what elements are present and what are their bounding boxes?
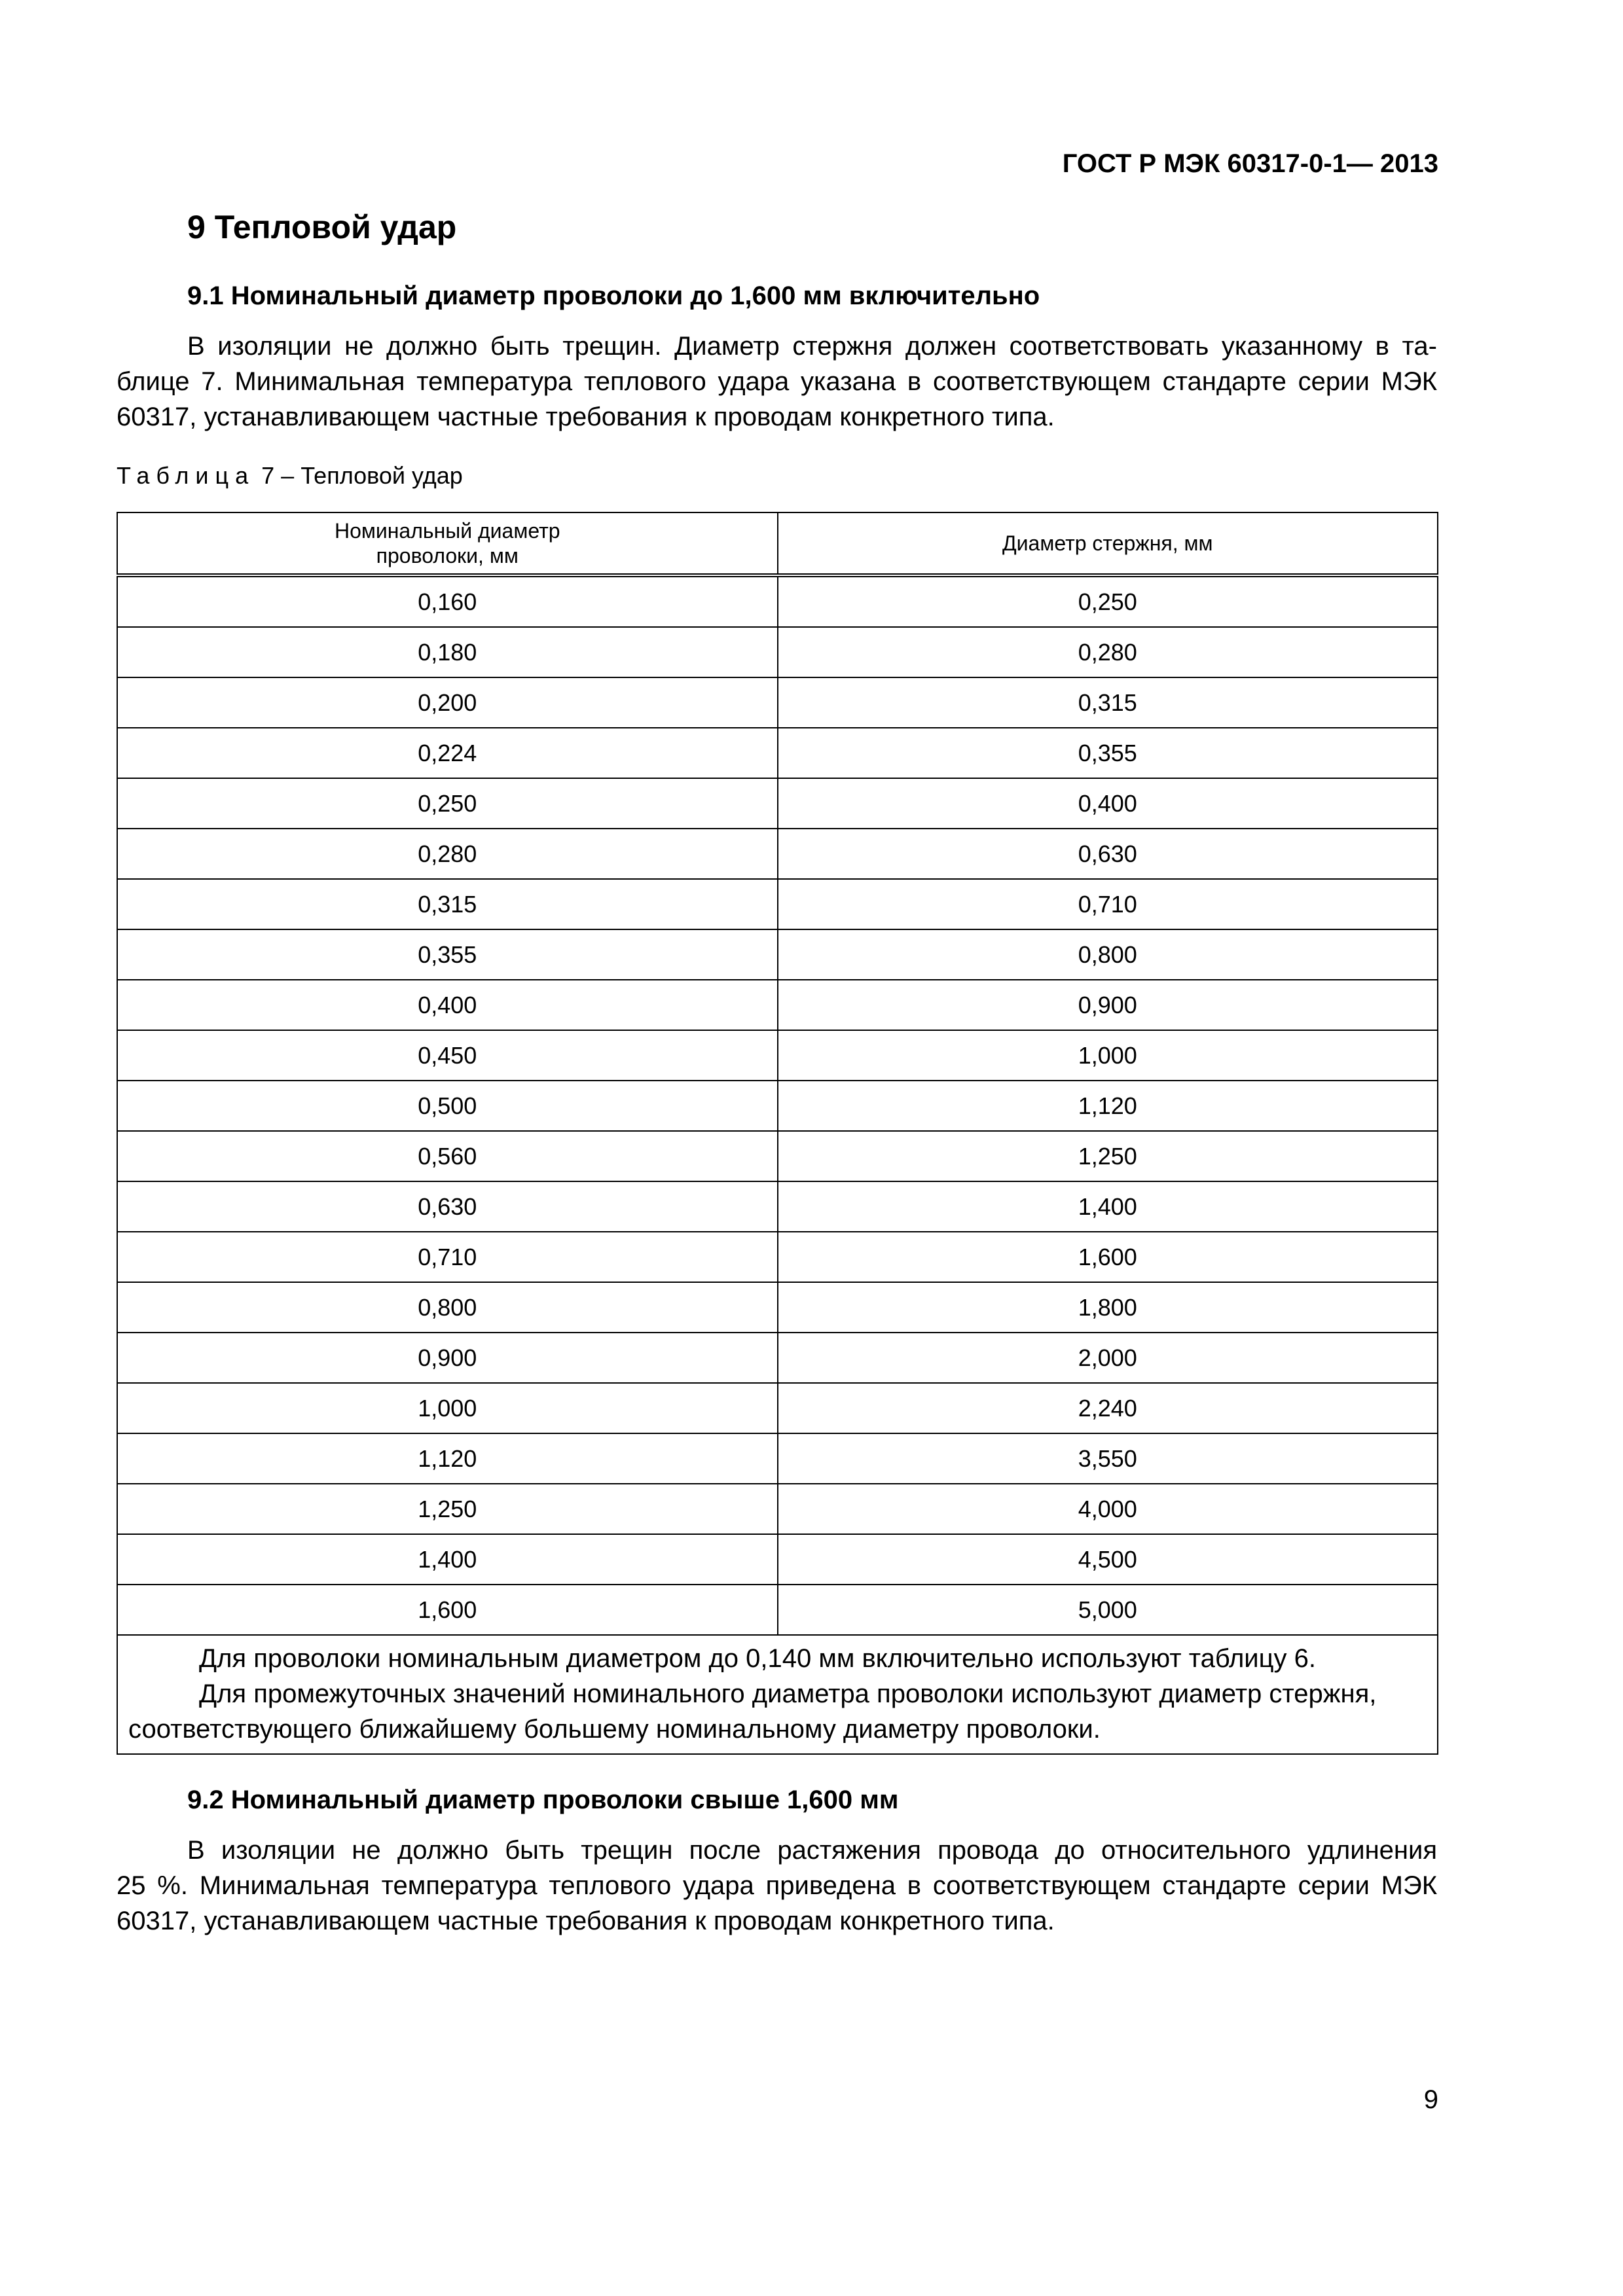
table-row [117, 627, 1438, 677]
table-row [117, 1333, 1438, 1383]
nominal-diameter-cell: 0,900 [117, 1333, 778, 1383]
nominal-diameter-cell: 0,280 [117, 829, 778, 879]
nominal-diameter-cell: 0,180 [117, 627, 778, 677]
header-mandrel-diameter: Диаметр стержня, мм [778, 512, 1438, 575]
table-row [117, 728, 1438, 778]
table-note-line: Для промежуточных значений номинального диаметра проволоки используют диаметр стержня, [199, 1679, 1377, 1708]
mandrel-diameter-cell: 5,000 [778, 1585, 1438, 1635]
table-row [117, 677, 1438, 728]
subsection-9-2-title: 9.2 Номинальный диаметр проволоки свыше 1,600 мм [187, 1785, 899, 1814]
mandrel-diameter-cell: 3,550 [778, 1433, 1438, 1484]
mandrel-diameter-cell: 2,240 [778, 1383, 1438, 1433]
mandrel-diameter-cell: 0,900 [778, 980, 1438, 1030]
header-nominal-diameter-line1: Номинальный диаметр [334, 519, 560, 543]
paragraph-line: блице 7. Минимальная температура теплового удара указана в соответствующем стандарте серии МЭК [117, 367, 1437, 396]
nominal-diameter-cell: 1,120 [117, 1433, 778, 1484]
mandrel-diameter-cell: 0,355 [778, 728, 1438, 778]
table-row [117, 879, 1438, 929]
mandrel-diameter-cell: 0,250 [778, 575, 1438, 627]
nominal-diameter-cell: 0,200 [117, 677, 778, 728]
table-row [117, 1534, 1438, 1585]
document-code: ГОСТ Р МЭК 60317-0-1— 2013 [1062, 149, 1438, 178]
page-number: 9 [1423, 2085, 1438, 2114]
subsection-9-1-text [117, 329, 1437, 435]
nominal-diameter-cell: 0,315 [117, 879, 778, 929]
table-row [117, 929, 1438, 980]
paragraph-line: В изоляции не должно быть трещин. Диаметр стержня должен соответствовать указанному в та- [187, 332, 1437, 361]
table-body [117, 575, 1438, 1635]
nominal-diameter-cell: 0,710 [117, 1232, 778, 1282]
table-row [117, 1433, 1438, 1484]
nominal-diameter-cell: 1,600 [117, 1585, 778, 1635]
table-note-line: соответствующего ближайшему большему номинальному диаметру проволоки. [128, 1715, 1101, 1744]
table-row [117, 1484, 1438, 1534]
section-title: 9 Тепловой удар [187, 209, 457, 245]
table-row [117, 1383, 1438, 1433]
nominal-diameter-cell: 1,400 [117, 1534, 778, 1585]
nominal-diameter-cell: 1,000 [117, 1383, 778, 1433]
mandrel-diameter-cell: 4,000 [778, 1484, 1438, 1534]
mandrel-diameter-cell: 1,120 [778, 1081, 1438, 1131]
paragraph-line: 25 %. Минимальная температура теплового удара приведена в соответствующем стандарте серии МЭК [117, 1871, 1437, 1900]
table-row [117, 1081, 1438, 1131]
subsection-9-1-title: 9.1 Номинальный диаметр проволоки до 1,600 мм включительно [187, 281, 1040, 310]
paragraph-line: 60317, устанавливающем частные требования к проводам конкретного типа. [117, 1907, 1055, 1935]
table-row [117, 778, 1438, 829]
mandrel-diameter-cell: 4,500 [778, 1534, 1438, 1585]
table-caption-title: 7 – Тепловой удар [255, 462, 463, 489]
paragraph-line: В изоляции не должно быть трещин после растяжения провода до относительного удлинения [187, 1836, 1437, 1865]
subsection-9-2-text [117, 1833, 1437, 1939]
table-row [117, 1030, 1438, 1081]
mandrel-diameter-cell: 1,250 [778, 1131, 1438, 1181]
nominal-diameter-cell: 0,450 [117, 1030, 778, 1081]
table-caption [117, 462, 463, 490]
nominal-diameter-cell: 0,560 [117, 1131, 778, 1181]
table-row [117, 1131, 1438, 1181]
table-caption-prefix: Таблица [117, 462, 255, 489]
mandrel-diameter-cell: 1,400 [778, 1181, 1438, 1232]
nominal-diameter-cell: 0,500 [117, 1081, 778, 1131]
nominal-diameter-cell: 0,160 [117, 575, 778, 627]
nominal-diameter-cell: 1,250 [117, 1484, 778, 1534]
table-row [117, 1181, 1438, 1232]
mandrel-diameter-cell: 0,710 [778, 879, 1438, 929]
table-row [117, 829, 1438, 879]
nominal-diameter-cell: 0,400 [117, 980, 778, 1030]
table-row [117, 1232, 1438, 1282]
thermal-shock-table [117, 512, 1438, 1755]
nominal-diameter-cell: 0,250 [117, 778, 778, 829]
header-nominal-diameter-line2: проволоки, мм [376, 544, 519, 567]
table-note-row [117, 1635, 1438, 1754]
nominal-diameter-cell: 0,224 [117, 728, 778, 778]
mandrel-diameter-cell: 0,315 [778, 677, 1438, 728]
table-row [117, 1282, 1438, 1333]
mandrel-diameter-cell: 0,800 [778, 929, 1438, 980]
header-nominal-diameter [117, 512, 778, 575]
paragraph-line: 60317, устанавливающем частные требования к проводам конкретного типа. [117, 403, 1055, 431]
mandrel-diameter-cell: 0,630 [778, 829, 1438, 879]
mandrel-diameter-cell: 1,600 [778, 1232, 1438, 1282]
table-row [117, 1585, 1438, 1635]
mandrel-diameter-cell: 0,280 [778, 627, 1438, 677]
mandrel-diameter-cell: 1,800 [778, 1282, 1438, 1333]
table-row [117, 980, 1438, 1030]
table-note-line: Для проволоки номинальным диаметром до 0,140 мм включительно используют таблицу 6. [199, 1644, 1317, 1673]
nominal-diameter-cell: 0,800 [117, 1282, 778, 1333]
nominal-diameter-cell: 0,355 [117, 929, 778, 980]
nominal-diameter-cell: 0,630 [117, 1181, 778, 1232]
mandrel-diameter-cell: 0,400 [778, 778, 1438, 829]
table-header-row [117, 512, 1438, 575]
table-row [117, 575, 1438, 627]
mandrel-diameter-cell: 1,000 [778, 1030, 1438, 1081]
mandrel-diameter-cell: 2,000 [778, 1333, 1438, 1383]
table-note [117, 1635, 1438, 1754]
